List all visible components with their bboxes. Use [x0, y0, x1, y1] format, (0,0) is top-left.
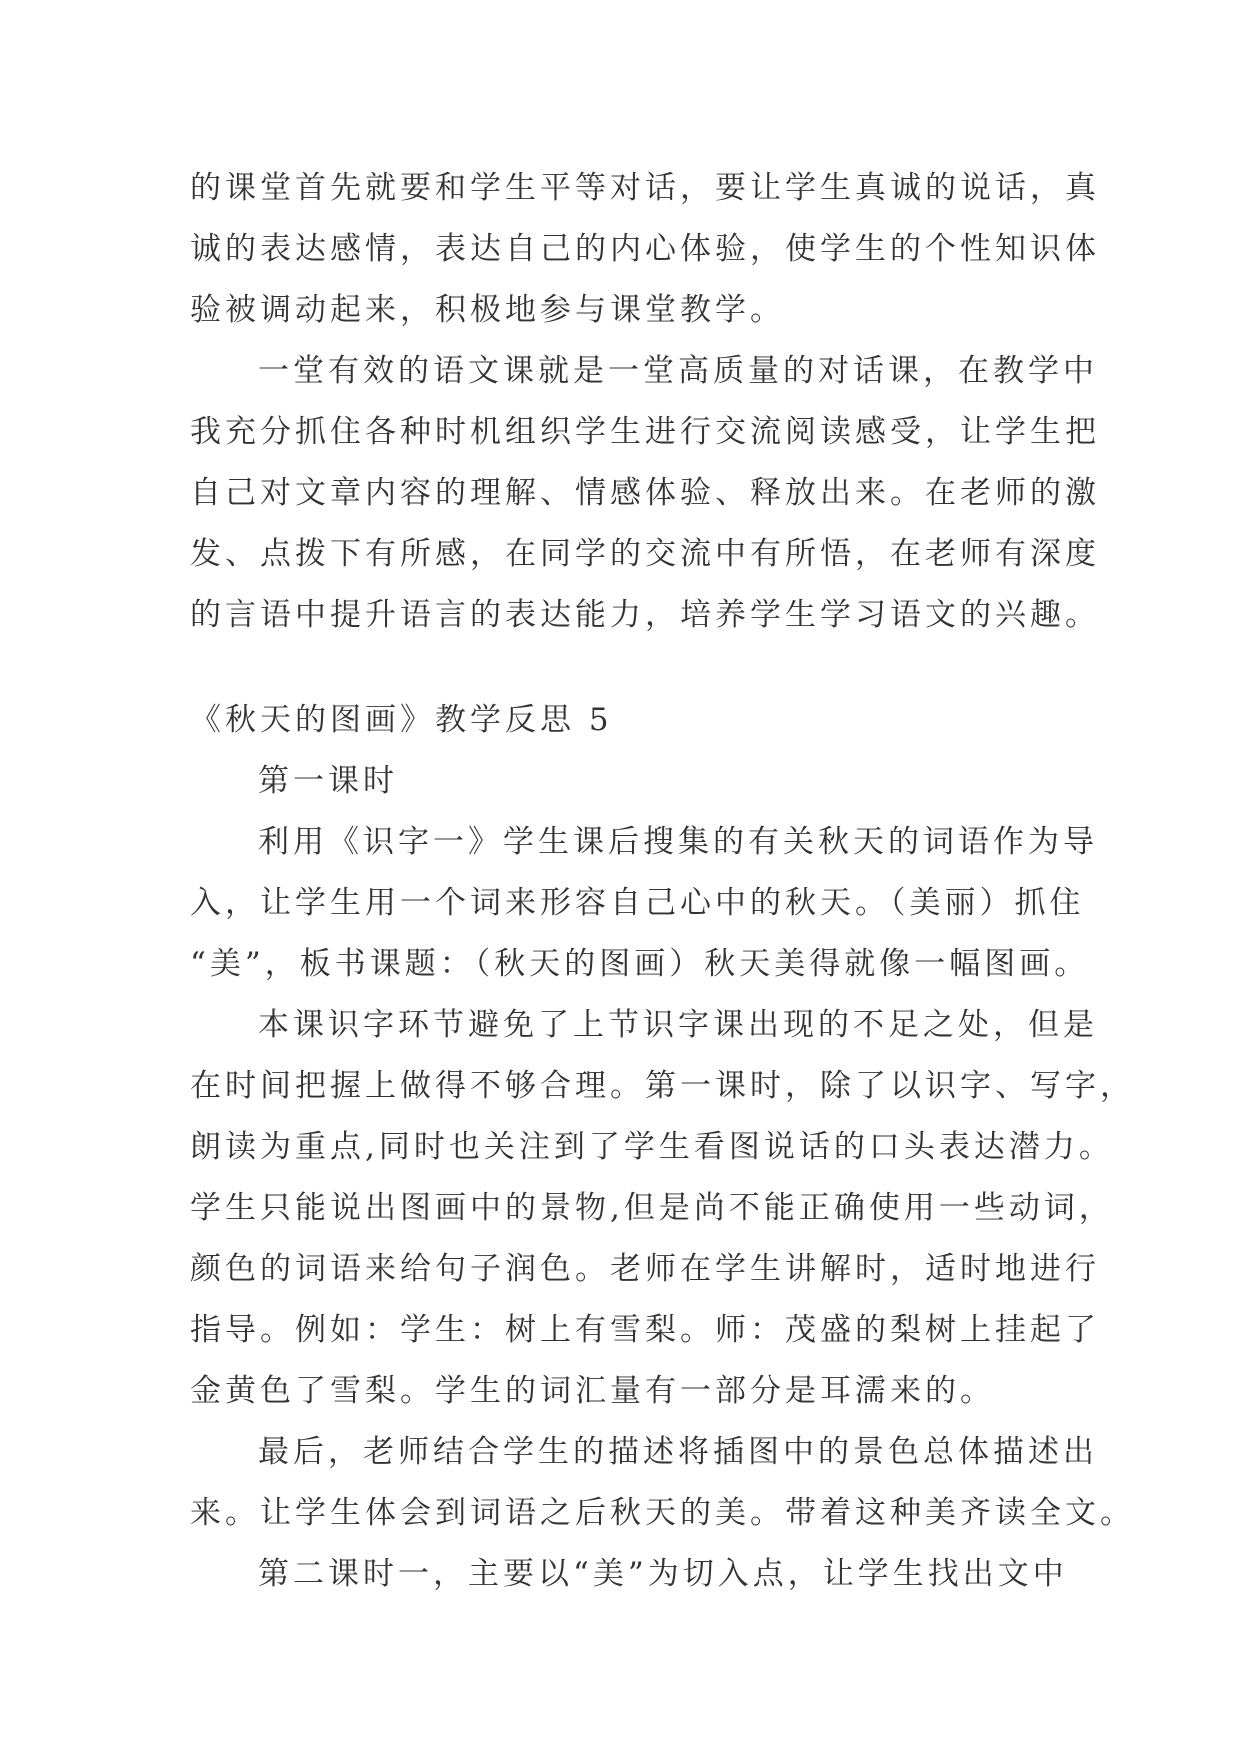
paragraph-line: 的课堂首先就要和学生平等对话，要让学生真诚的说话，真: [190, 170, 1100, 206]
paragraph-line: 颜色的词语来给句子润色。老师在学生讲解时，适时地进行: [190, 1251, 1100, 1287]
document-body: [190, 158, 1135, 1605]
section-gap: [190, 646, 1058, 690]
paragraph-line: 本课识字环节避免了上节识字课出现的不足之处，但是: [258, 1007, 1098, 1043]
paragraph-line: 一堂有效的语文课就是一堂高质量的对话课，在教学中: [258, 353, 1098, 389]
paragraph-line: 验被调动起来，积极地参与课堂教学。: [190, 292, 785, 328]
paragraph-line: 金黄色了雪梨。学生的词汇量有一部分是耳濡来的。: [190, 1373, 995, 1409]
paragraph-line: 发、点拨下有所感，在同学的交流中有所悟，在老师有深度: [190, 536, 1100, 572]
paragraph-line: 利用《识字一》学生课后搜集的有关秋天的词语作为导: [258, 824, 1098, 860]
paragraph-line: 的言语中提升语言的表达能力，培养学生学习语文的兴趣。: [190, 597, 1100, 633]
section-title: 《秋天的图画》教学反思 5: [190, 702, 613, 738]
paragraph-line: 朗读为重点,同时也关注到了学生看图说话的口头表达潜力。: [190, 1129, 1114, 1165]
paragraph-line: 在时间把握上做得不够合理。第一课时，除了以识字、写字，: [190, 1068, 1135, 1104]
paragraph-line: 来。让学生体会到词语之后秋天的美。带着这种美齐读全文。: [190, 1495, 1135, 1531]
paragraph-line: 我充分抓住各种时机组织学生进行交流阅读感受，让学生把: [190, 414, 1100, 450]
paragraph-line: 指导。例如：学生：树上有雪梨。师：茂盛的梨树上挂起了: [190, 1312, 1100, 1348]
paragraph-line: 自己对文章内容的理解、情感体验、释放出来。在老师的激: [190, 475, 1100, 511]
paragraph-line: 学生只能说出图画中的景物,但是尚不能正确使用一些动词，: [190, 1190, 1114, 1226]
paragraph-line: 入，让学生用一个词来形容自己心中的秋天。（美丽）抓住: [190, 885, 1085, 921]
subheading: 第一课时: [258, 763, 398, 799]
paragraph-line: “美”，板书课题：（秋天的图画）秋天美得就像一幅图画。: [190, 946, 1090, 982]
paragraph-line: 诚的表达感情，表达自己的内心体验，使学生的个性知识体: [190, 231, 1100, 267]
paragraph-line: 最后，老师结合学生的描述将插图中的景色总体描述出: [258, 1434, 1098, 1470]
paragraph-line: 第二课时一，主要以“美”为切入点，让学生找出文中: [258, 1556, 1068, 1592]
